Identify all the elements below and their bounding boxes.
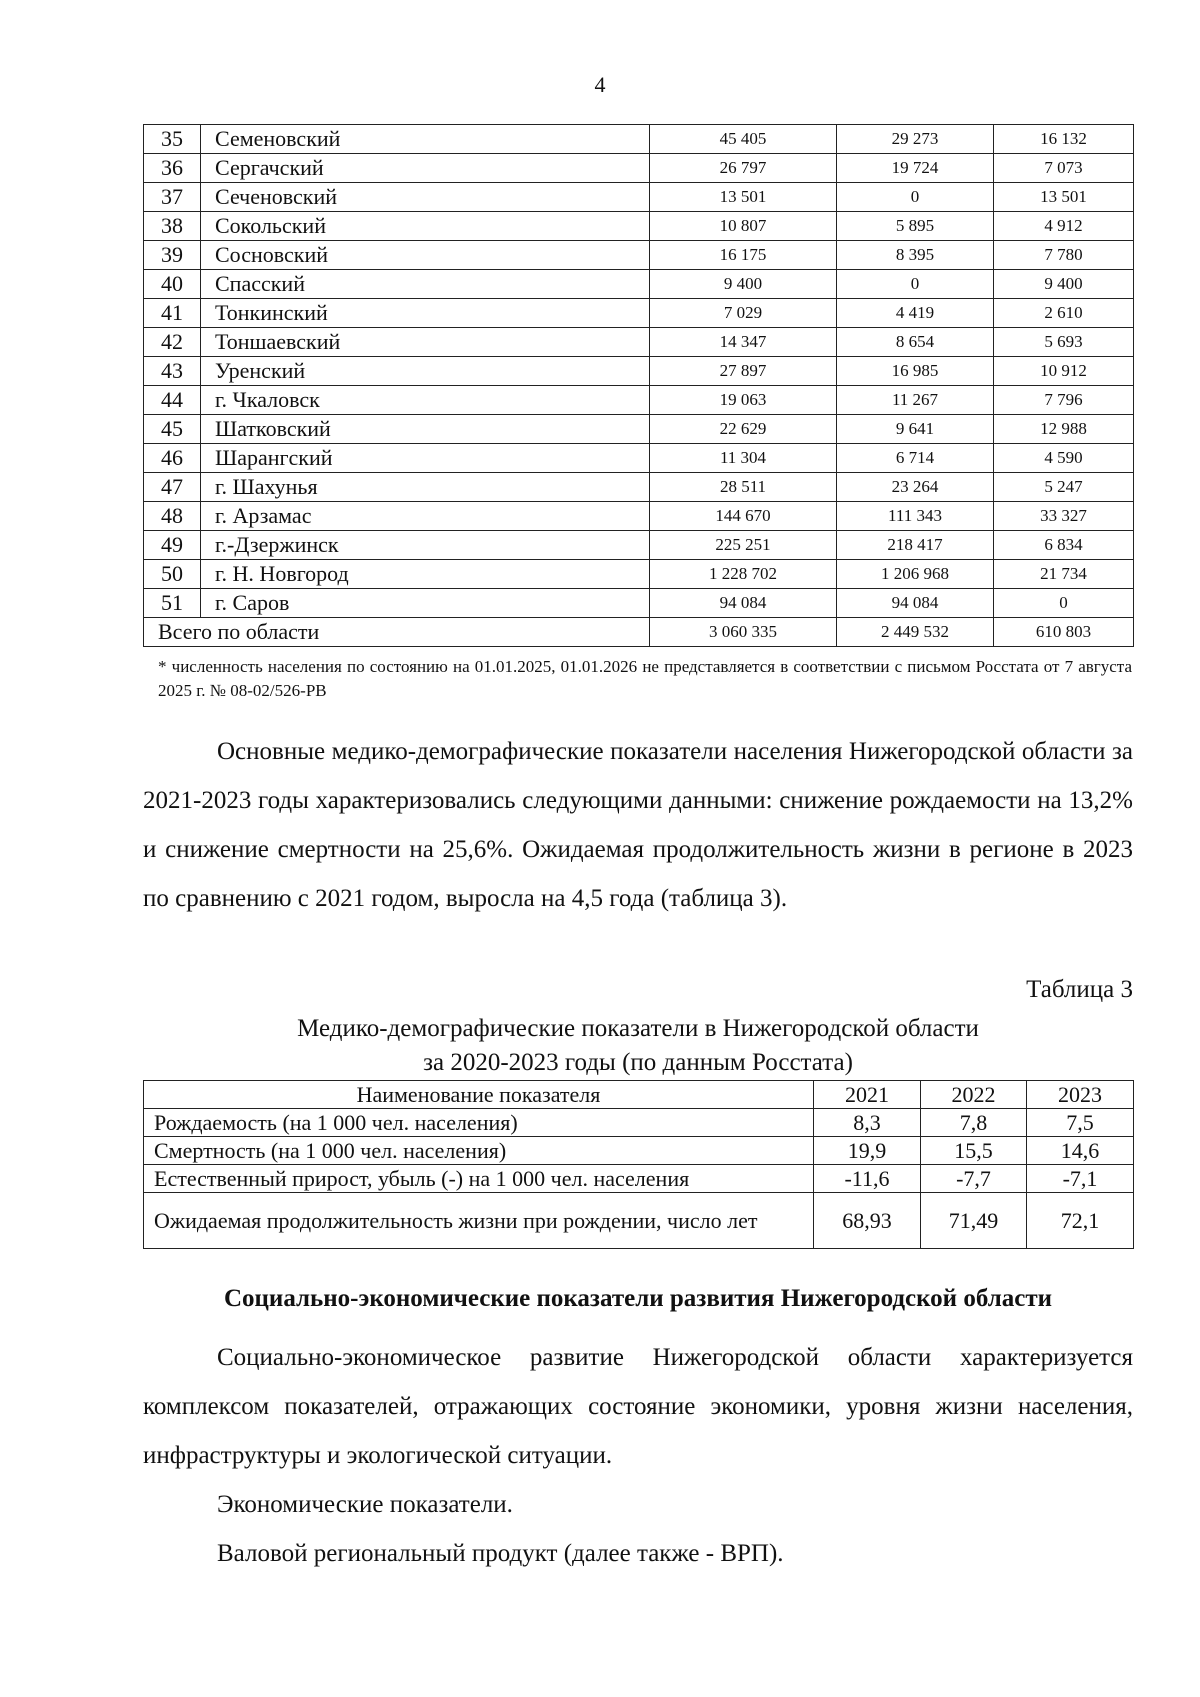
paragraph-economic-indicators: Экономические показатели.	[217, 1491, 513, 1518]
row-number: 36	[144, 154, 201, 183]
value-column-3: 0	[994, 589, 1134, 618]
table-row	[144, 241, 1134, 270]
table-row	[144, 125, 1134, 154]
population-table	[143, 124, 1134, 647]
value-2021: -11,6	[814, 1165, 921, 1193]
indicator-name: Ожидаемая продолжительность жизни при рождении, число лет	[144, 1193, 814, 1249]
value-column-2: 19 724	[837, 154, 994, 183]
value-column-2: 8 654	[837, 328, 994, 357]
value-column-2: 94 084	[837, 589, 994, 618]
value-column-1: 28 511	[650, 473, 837, 502]
table-row	[144, 444, 1134, 473]
value-2022: 71,49	[921, 1193, 1027, 1249]
header-year-2021: 2021	[814, 1081, 921, 1109]
value-column-2: 29 273	[837, 125, 994, 154]
value-column-2: 218 417	[837, 531, 994, 560]
district-name: Сергачский	[201, 154, 650, 183]
value-column-1: 7 029	[650, 299, 837, 328]
district-name: Уренский	[201, 357, 650, 386]
table-label: Таблица 3	[1026, 976, 1133, 1003]
table-total-row	[144, 618, 1134, 647]
value-column-2: 11 267	[837, 386, 994, 415]
table-title-line-2: за 2020-2023 годы (по данным Росстата)	[423, 1049, 853, 1076]
table-row	[144, 212, 1134, 241]
table-row	[144, 1165, 1134, 1193]
value-2023: 72,1	[1027, 1193, 1134, 1249]
total-value-1: 3 060 335	[650, 618, 837, 647]
header-year-2023: 2023	[1027, 1081, 1134, 1109]
row-number: 51	[144, 589, 201, 618]
value-column-3: 21 734	[994, 560, 1134, 589]
value-2023: 7,5	[1027, 1109, 1134, 1137]
page-number: 4	[594, 72, 606, 97]
paragraph-demography: Основные медико-демографические показатели населения Нижегородской области за 2021-2023 годы характеризовались следующими данными: снижение рождаемости на 13,2% и снижение смертности на 25,6%. Ожидаемая продолжительность жизни в регионе в 2023 по сравнению с 2021 годом, выросла на 4,5 года (таблица 3).	[143, 738, 1133, 912]
value-column-3: 5 693	[994, 328, 1134, 357]
district-name: Шарангский	[201, 444, 650, 473]
value-column-3: 7 073	[994, 154, 1134, 183]
value-column-2: 8 395	[837, 241, 994, 270]
value-column-2: 111 343	[837, 502, 994, 531]
district-name: г. Чкаловск	[201, 386, 650, 415]
table-row	[144, 502, 1134, 531]
table-row	[144, 1137, 1134, 1165]
value-column-1: 19 063	[650, 386, 837, 415]
value-column-3: 12 988	[994, 415, 1134, 444]
district-name: г. Н. Новгород	[201, 560, 650, 589]
value-column-2: 9 641	[837, 415, 994, 444]
row-number: 46	[144, 444, 201, 473]
value-column-1: 14 347	[650, 328, 837, 357]
value-column-2: 4 419	[837, 299, 994, 328]
table-row	[144, 589, 1134, 618]
total-value-3: 610 803	[994, 618, 1134, 647]
value-column-1: 11 304	[650, 444, 837, 473]
table-row	[144, 531, 1134, 560]
district-name: Сокольский	[201, 212, 650, 241]
value-column-3: 7 780	[994, 241, 1134, 270]
table-row	[144, 328, 1134, 357]
value-column-1: 10 807	[650, 212, 837, 241]
district-name: Сеченовский	[201, 183, 650, 212]
header-indicator: Наименование показателя	[144, 1081, 814, 1109]
value-column-3: 13 501	[994, 183, 1134, 212]
value-column-3: 2 610	[994, 299, 1134, 328]
footnote: * численность населения по состоянию на 01.01.2025, 01.01.2026 не представляется в соответствии с письмом Росстата от 7 августа 2025 г. № 08-02/526-РВ	[158, 657, 1132, 700]
district-name: Шатковский	[201, 415, 650, 444]
row-number: 45	[144, 415, 201, 444]
value-column-1: 225 251	[650, 531, 837, 560]
district-name: Сосновский	[201, 241, 650, 270]
value-column-3: 16 132	[994, 125, 1134, 154]
value-column-1: 144 670	[650, 502, 837, 531]
table-row	[144, 415, 1134, 444]
value-column-3: 5 247	[994, 473, 1134, 502]
table-header-row	[144, 1081, 1134, 1109]
row-number: 47	[144, 473, 201, 502]
row-number: 48	[144, 502, 201, 531]
row-number: 40	[144, 270, 201, 299]
demographic-table	[143, 1080, 1134, 1249]
table-row	[144, 1193, 1134, 1249]
table-row	[144, 1109, 1134, 1137]
value-column-2: 23 264	[837, 473, 994, 502]
value-2021: 8,3	[814, 1109, 921, 1137]
value-column-1: 13 501	[650, 183, 837, 212]
district-name: Семеновский	[201, 125, 650, 154]
table-row	[144, 560, 1134, 589]
value-column-2: 6 714	[837, 444, 994, 473]
value-column-1: 1 228 702	[650, 560, 837, 589]
district-name: г. Арзамас	[201, 502, 650, 531]
value-column-2: 0	[837, 270, 994, 299]
district-name: Тоншаевский	[201, 328, 650, 357]
paragraph-socioeconomic: Социально-экономическое развитие Нижегородской области характеризуется комплексом показателей, отражающих состояние экономики, уровня жизни населения, инфраструктуры и экологической ситуации.	[143, 1344, 1133, 1469]
indicator-name: Естественный прирост, убыль (-) на 1 000 чел. населения	[144, 1165, 814, 1193]
row-number: 38	[144, 212, 201, 241]
district-name: г. Шахунья	[201, 473, 650, 502]
value-column-1: 16 175	[650, 241, 837, 270]
indicator-name: Смертность (на 1 000 чел. населения)	[144, 1137, 814, 1165]
table-row	[144, 386, 1134, 415]
value-column-3: 7 796	[994, 386, 1134, 415]
table-row	[144, 183, 1134, 212]
value-column-3: 9 400	[994, 270, 1134, 299]
table-row	[144, 473, 1134, 502]
section-heading: Социально-экономические показатели развития Нижегородской области	[223, 1285, 1053, 1312]
value-column-1: 9 400	[650, 270, 837, 299]
value-column-1: 45 405	[650, 125, 837, 154]
row-number: 44	[144, 386, 201, 415]
row-number: 41	[144, 299, 201, 328]
table-row	[144, 357, 1134, 386]
value-column-3: 6 834	[994, 531, 1134, 560]
value-column-1: 26 797	[650, 154, 837, 183]
total-value-2: 2 449 532	[837, 618, 994, 647]
district-name: г.-Дзержинск	[201, 531, 650, 560]
value-2022: 15,5	[921, 1137, 1027, 1165]
value-column-2: 0	[837, 183, 994, 212]
row-number: 37	[144, 183, 201, 212]
table-row	[144, 299, 1134, 328]
row-number: 42	[144, 328, 201, 357]
table-row	[144, 270, 1134, 299]
row-number: 49	[144, 531, 201, 560]
header-year-2022: 2022	[921, 1081, 1027, 1109]
row-number: 43	[144, 357, 201, 386]
value-2022: -7,7	[921, 1165, 1027, 1193]
indicator-name: Рождаемость (на 1 000 чел. населения)	[144, 1109, 814, 1137]
district-name: г. Саров	[201, 589, 650, 618]
value-column-3: 4 912	[994, 212, 1134, 241]
value-2023: -7,1	[1027, 1165, 1134, 1193]
table-row	[144, 154, 1134, 183]
value-column-3: 10 912	[994, 357, 1134, 386]
value-column-1: 22 629	[650, 415, 837, 444]
district-name: Тонкинский	[201, 299, 650, 328]
value-2021: 19,9	[814, 1137, 921, 1165]
value-column-3: 4 590	[994, 444, 1134, 473]
row-number: 39	[144, 241, 201, 270]
value-column-1: 94 084	[650, 589, 837, 618]
row-number: 50	[144, 560, 201, 589]
table-title	[143, 1012, 1133, 1080]
value-column-2: 1 206 968	[837, 560, 994, 589]
district-name: Спасский	[201, 270, 650, 299]
value-2021: 68,93	[814, 1193, 921, 1249]
value-column-2: 5 895	[837, 212, 994, 241]
total-label: Всего по области	[144, 618, 650, 647]
row-number: 35	[144, 125, 201, 154]
value-2023: 14,6	[1027, 1137, 1134, 1165]
table-title-line-1: Медико-демографические показатели в Нижегородской области	[297, 1015, 979, 1042]
value-column-3: 33 327	[994, 502, 1134, 531]
value-column-2: 16 985	[837, 357, 994, 386]
value-2022: 7,8	[921, 1109, 1027, 1137]
paragraph-grp: Валовой региональный продукт (далее также - ВРП).	[217, 1540, 784, 1567]
value-column-1: 27 897	[650, 357, 837, 386]
